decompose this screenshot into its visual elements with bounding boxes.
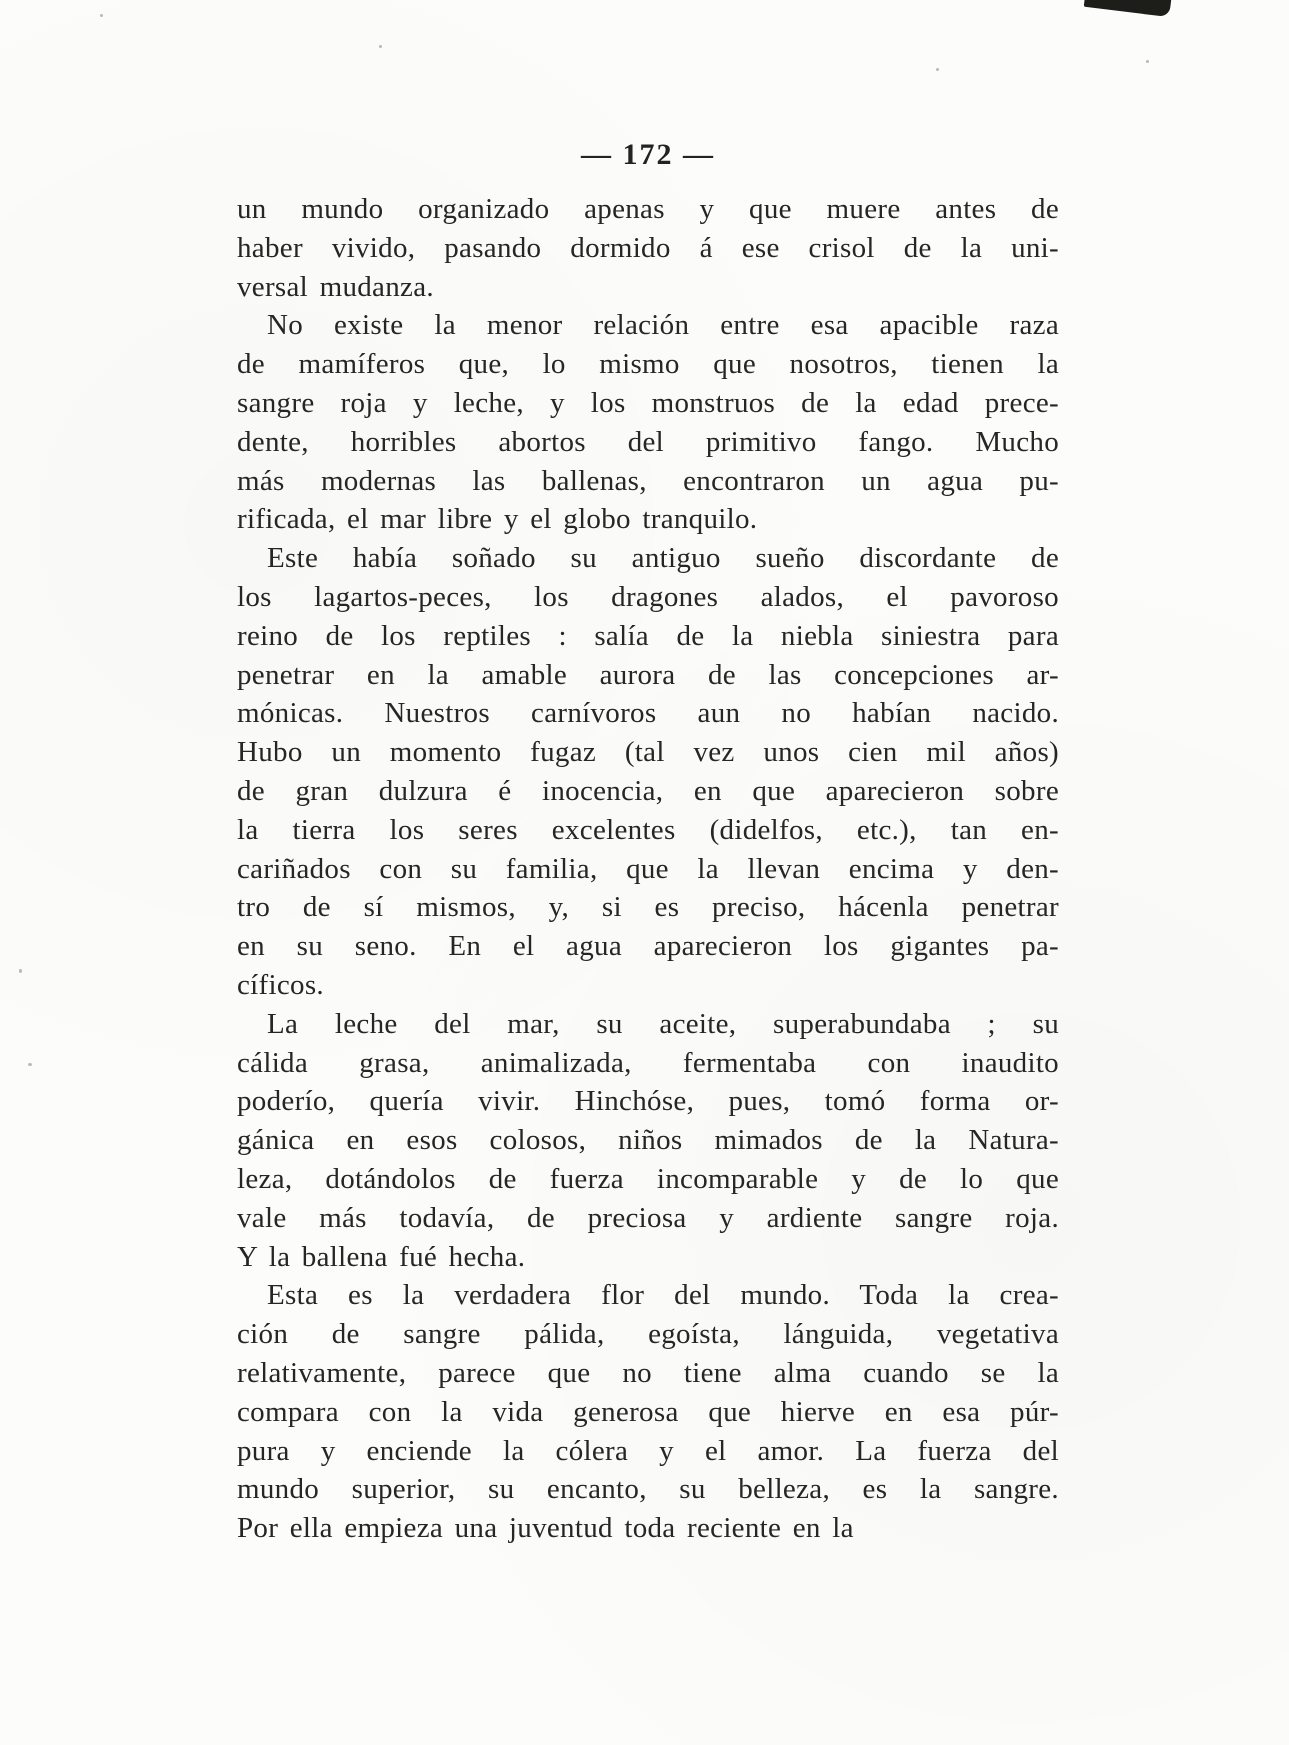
text-line: un mundo organizado apenas y que muere antes de: [237, 193, 1059, 225]
text-line: tro de sí mismos, y, si es preciso, hácenla penetrar: [237, 891, 1059, 924]
text-line: Este había soñado su antiguo sueño discordante de: [267, 542, 1059, 575]
text-line: No existe la menor relación entre esa apacible raza: [267, 309, 1059, 342]
text-line: haber vivido, pasando dormido á ese crisol de la uni-: [237, 231, 1059, 264]
text-line: rificada, el mar libre y el globo tranquilo.: [237, 503, 758, 536]
text-line: reino de los reptiles : salía de la niebla siniestra para: [237, 619, 1059, 652]
text-line: versal mudanza.: [237, 270, 434, 303]
text-line: Por ella empieza una juventud toda reciente en la: [237, 1512, 854, 1545]
text-line: La leche del mar, su aceite, superabundaba ; su: [267, 1007, 1059, 1040]
text-line: en su seno. En el agua aparecieron los gigantes pa-: [237, 930, 1059, 963]
text-line: ción de sangre pálida, egoísta, lánguida, vegetativa: [237, 1318, 1059, 1351]
scan-speck: [19, 969, 22, 973]
text-line: dente, horribles abortos del primitivo fango. Mucho: [237, 425, 1059, 458]
text-line: cíficos.: [237, 968, 324, 1001]
text-line: mónicas. Nuestros carnívoros aun no habían nacido.: [237, 697, 1059, 730]
scan-speck: [28, 1063, 32, 1066]
text-line: Hubo un momento fugaz (tal vez unos cien mil años): [237, 736, 1059, 769]
text-line: de mamíferos que, lo mismo que nosotros, tienen la: [237, 348, 1059, 381]
scan-speck: [936, 68, 939, 71]
text-line: poderío, quería vivir. Hinchóse, pues, tomó forma or-: [237, 1085, 1059, 1118]
text-line: pura y enciende la cólera y el amor. La fuerza del: [237, 1434, 1059, 1467]
text-line: cariñados con su familia, que la llevan encima y den-: [237, 852, 1059, 885]
text-line: penetrar en la amable aurora de las concepciones ar-: [237, 658, 1059, 691]
text-line: más modernas las ballenas, encontraron un agua pu-: [237, 464, 1059, 497]
text-line: compara con la vida generosa que hierve en esa púr-: [237, 1395, 1059, 1428]
text-line: leza, dotándolos de fuerza incomparable y de lo que: [237, 1162, 1059, 1195]
text-line: Y la ballena fué hecha.: [237, 1240, 526, 1273]
page-text: [237, 190, 1059, 1548]
text-line: sangre roja y leche, y los monstruos de la edad prece-: [237, 386, 1059, 419]
scan-speck: [1146, 60, 1149, 63]
text-line: relativamente, parece que no tiene alma cuando se la: [237, 1356, 1059, 1389]
text-line: de gran dulzura é inocencia, en que aparecieron sobre: [237, 774, 1059, 807]
text-line: la tierra los seres excelentes (didelfos, etc.), tan en-: [237, 813, 1059, 846]
text-line: los lagartos-peces, los dragones alados, el pavoroso: [237, 580, 1059, 613]
text-line: Esta es la verdadera flor del mundo. Toda la crea-: [267, 1279, 1059, 1312]
scan-speck: [379, 45, 382, 48]
text-line: cálida grasa, animalizada, fermentaba con inaudito: [237, 1046, 1059, 1079]
text-line: vale más todavía, de preciosa y ardiente sangre roja.: [237, 1201, 1059, 1234]
page-corner-ink-mark: [1084, 0, 1173, 17]
text-line: mundo superior, su encanto, su belleza, es la sangre.: [237, 1473, 1059, 1506]
page-number: — 172 —: [581, 138, 715, 171]
scan-speck: [100, 14, 103, 17]
text-line: gánica en esos colosos, niños mimados de la Natura-: [237, 1124, 1059, 1157]
